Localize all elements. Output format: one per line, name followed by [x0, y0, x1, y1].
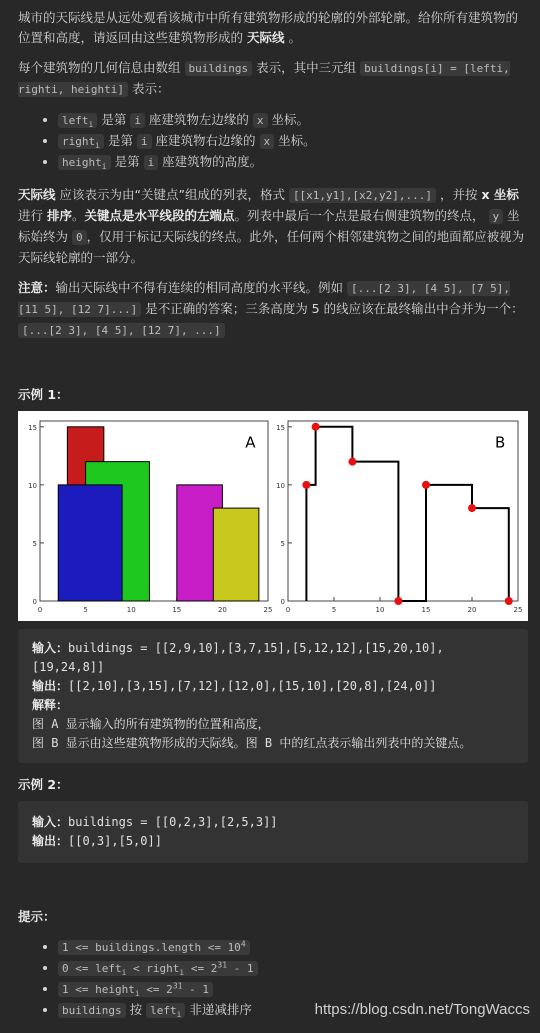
x-tick-label: 15 — [172, 606, 182, 614]
text: 座建筑物右边缘的 — [155, 133, 256, 148]
watermark: https://blog.csdn.net/TongWaccs — [314, 1001, 530, 1018]
plot-frame — [288, 421, 518, 601]
inline-code: buildings[i] = [lefti, righti, heighti] — [18, 62, 510, 96]
text: 按 — [129, 1002, 143, 1017]
inline-code: i — [137, 134, 152, 149]
panel-a-label: A — [245, 433, 256, 452]
skyline-paragraph — [18, 185, 528, 268]
inline-code: i — [144, 155, 159, 170]
output-value: [[2,10],[3,15],[7,12],[12,0],[15,10],[20,8],[24,0]] — [68, 679, 437, 693]
subscript: i — [179, 968, 185, 978]
inline-code: buildings — [58, 1003, 126, 1018]
output-label: 输出： — [32, 834, 69, 848]
bold-term: 关键点是水平线段的左端点 — [84, 208, 235, 223]
inline-code — [58, 940, 250, 955]
code-text: <= 2 — [184, 962, 218, 975]
building-rect — [213, 508, 259, 601]
example2-block — [18, 801, 528, 863]
y-tick-label: 15 — [28, 423, 37, 432]
panel-b-label: B — [495, 433, 506, 452]
key-point — [422, 481, 430, 489]
key-point — [468, 504, 476, 512]
example2-title: 示例 2： — [18, 777, 69, 792]
inline-code — [58, 155, 111, 170]
x-tick-label: 25 — [513, 606, 523, 614]
inline-code: [...[2 3], [4 5], [12 7], ...] — [18, 323, 225, 338]
subscript: i — [95, 141, 100, 151]
x-tick-label: 15 — [421, 606, 431, 614]
example1-explain-line — [32, 696, 514, 715]
x-tick-label: 10 — [126, 606, 136, 614]
text: 坐标。 — [271, 112, 310, 127]
x-tick-label: 20 — [217, 606, 227, 614]
code-text: left — [62, 114, 89, 127]
note-label: 注意： — [18, 280, 56, 295]
text: 每个建筑物的几何信息由数组 — [18, 60, 181, 75]
text: 是第 — [114, 154, 140, 169]
output-value: [[0,3],[5,0]] — [68, 834, 162, 848]
x-tick-label: 10 — [375, 606, 385, 614]
intro-end: 。 — [288, 30, 302, 45]
text: 应该表示为由“关键点”组成的列表，格式 — [59, 187, 285, 202]
inline-code: buildings — [185, 61, 253, 76]
code-text: 1 <= buildings.length <= 10 — [62, 941, 241, 954]
skyline-chart — [18, 411, 528, 621]
y-tick-label: 10 — [276, 481, 285, 490]
inline-code: [[x1,y1],[x2,y2],...] — [289, 188, 436, 203]
code-text: 0 <= left — [62, 962, 122, 975]
subscript: i — [134, 989, 140, 999]
text: 是第 — [107, 133, 133, 148]
code-text: left — [150, 1004, 177, 1017]
intro-paragraph — [18, 8, 528, 48]
text: 是不正确的答案；三条高度为 5 的线应该在最终输出中合并为一个： — [145, 301, 524, 316]
buildings-paragraph — [18, 58, 528, 100]
code-text: <= 2 — [139, 983, 173, 996]
output-label: 输出： — [32, 679, 69, 693]
text: 坐标。 — [278, 133, 316, 148]
list-item — [58, 131, 528, 152]
definitions-list — [18, 110, 528, 173]
inline-code: 0 — [72, 230, 87, 245]
example1-figure — [18, 411, 528, 621]
x-tick-label: 0 — [285, 606, 291, 614]
input-label: 输入： — [32, 641, 69, 655]
x-tick-label: 0 — [37, 606, 43, 614]
inline-code: x — [253, 113, 268, 128]
key-point — [312, 423, 320, 431]
example1-output-line — [32, 677, 514, 696]
example2-input-line — [32, 813, 514, 832]
superscript: 4 — [240, 939, 246, 949]
inline-code: y — [489, 209, 504, 224]
inline-code — [58, 982, 213, 997]
code-text: - 1 — [182, 983, 209, 996]
building-rect — [58, 485, 122, 601]
explain-label: 解释： — [32, 698, 69, 712]
subscript: i — [88, 120, 94, 130]
y-tick-label: 15 — [276, 423, 285, 432]
x-tick-label: 20 — [467, 606, 477, 614]
text: 座建筑物左边缘的 — [148, 112, 249, 127]
key-point — [348, 458, 356, 466]
code-text: right — [62, 135, 96, 148]
input-label: 输入： — [32, 815, 69, 829]
note-paragraph — [18, 278, 528, 341]
input-value: buildings = [[0,2,3],[2,5,3]] — [68, 815, 278, 829]
code-text: height — [62, 156, 102, 169]
inline-code — [58, 134, 104, 149]
list-item — [58, 152, 528, 173]
text: 坐标始终为 — [18, 208, 520, 244]
input-value: buildings = [[2,9,10],[3,7,15],[5,12,12],[15,20,10],[19,24,8]] — [32, 641, 444, 674]
intro-text: 城市的天际线是从远处观看该城市中所有建筑物形成的轮廓的外部轮廓。给你所有建筑物的位置和高度，请返回由这些建筑物形成的 — [18, 10, 519, 45]
subscript: i — [176, 1010, 182, 1020]
superscript: 31 — [172, 981, 183, 991]
y-tick-label: 5 — [280, 539, 285, 548]
text: 。 — [72, 208, 85, 223]
bold-term: 天际线 — [18, 187, 56, 202]
example1-title: 示例 1： — [18, 387, 69, 402]
code-text: 1 <= height — [62, 983, 135, 996]
x-tick-label: 25 — [263, 606, 273, 614]
code-text: - 1 — [227, 962, 254, 975]
bold-term: 排序 — [47, 208, 73, 223]
text: 座建筑物的高度。 — [162, 154, 263, 169]
hint-item — [58, 937, 528, 958]
bold-term: x 坐标 — [481, 187, 519, 202]
superscript: 31 — [217, 960, 228, 970]
hint-item — [58, 958, 528, 979]
inline-code — [58, 961, 258, 976]
text: 输出天际线中不得有连续的相同高度的水平线。例如 — [55, 280, 344, 295]
code-text: < right — [126, 962, 180, 975]
text: 表示，其中三元组 — [256, 60, 357, 75]
y-tick-label: 5 — [32, 539, 37, 548]
key-point — [302, 481, 310, 489]
skyline-term: 天际线 — [247, 30, 285, 45]
x-tick-label: 5 — [83, 606, 88, 614]
example2-output-line — [32, 832, 514, 851]
inline-code: x — [260, 134, 275, 149]
text: 表示： — [131, 81, 170, 96]
inline-code: i — [130, 113, 145, 128]
inline-code: [...[2 3], [4 5], [7 5], [11 5], [12 7]...] — [18, 282, 510, 316]
hint-item — [58, 979, 528, 1000]
subscript: i — [121, 968, 127, 978]
example1-block — [18, 629, 528, 763]
list-item — [58, 110, 528, 131]
y-tick-label: 10 — [28, 481, 37, 490]
explain-line-2: 图 B 显示由这些建筑物形成的天际线。图 B 中的红点表示输出列表中的关键点。 — [32, 736, 472, 750]
hints-title: 提示： — [18, 909, 56, 924]
key-point — [394, 597, 402, 605]
text: 进行 — [18, 208, 44, 223]
text: ，仅用于标记天际线的终点。此外，任何两个相邻建筑物之间的地面都应被视为天际线轮廓的一部分。 — [18, 229, 525, 265]
explain-line-1: 图 A 显示输入的所有建筑物的位置和高度， — [32, 717, 270, 731]
text: ，并按 — [440, 187, 478, 202]
problem-description — [18, 8, 528, 1033]
key-point — [505, 597, 513, 605]
y-tick-label: 0 — [280, 598, 285, 606]
subscript: i — [101, 162, 107, 172]
inline-code — [146, 1003, 185, 1018]
x-tick-label: 5 — [331, 606, 337, 614]
text: 。列表中最后一个点是最右侧建筑物的终点， — [234, 208, 485, 223]
text: 非递减排序 — [189, 1002, 252, 1017]
inline-code — [58, 113, 97, 128]
y-tick-label: 0 — [32, 598, 37, 606]
text: 是第 — [101, 112, 127, 127]
example1-input-line — [32, 639, 514, 677]
